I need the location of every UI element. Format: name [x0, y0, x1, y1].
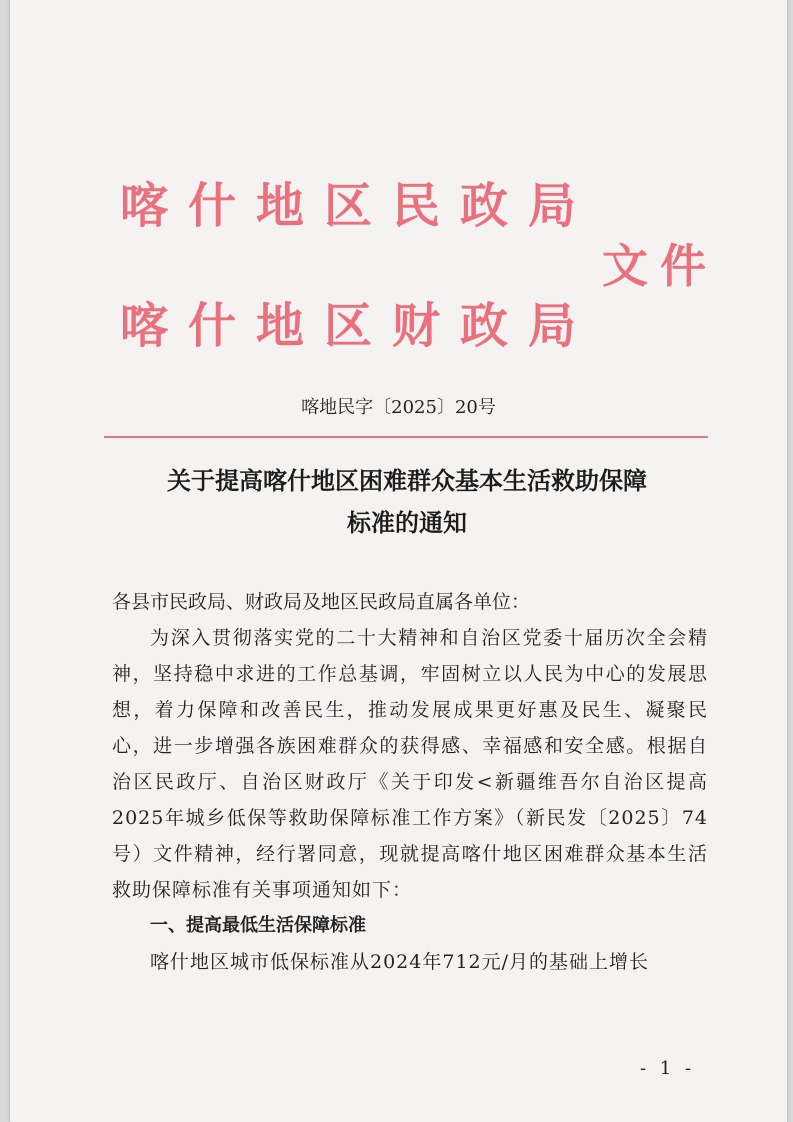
salutation: 各县市民政局、财政局及地区民政局直属各单位：	[112, 591, 531, 613]
title-line-1: 关于提高喀什地区困难群众基本生活救助保障	[167, 466, 647, 495]
document-word: 文件	[602, 239, 718, 293]
section-paragraph: 喀什地区城市低保标准从2024年712元/月的基础上增长	[150, 951, 650, 973]
document-title	[100, 460, 714, 544]
document-number: 喀地民字〔2025〕20号	[301, 397, 496, 418]
section-heading: 一、提高最低生活保障标准	[150, 915, 366, 936]
page-number: - 1 -	[640, 1058, 696, 1079]
header-divider	[104, 436, 708, 438]
issuer-finance: 喀什地区财政局	[120, 298, 597, 354]
document-body	[112, 584, 708, 980]
issuer-civil-affairs: 喀什地区民政局	[120, 178, 597, 234]
document-page	[10, 0, 787, 1122]
body-paragraph: 为深入贯彻落实党的二十大精神和自治区党委十届历次全会精神，坚持稳中求进的工作总基调，牢固树立以人民为中心的发展思想，着力保障和改善民生，推动发展成果更好惠及民生、凝聚民心，进一步增强各族困难群众的获得感、幸福感和安全感。根据自治区民政厅、自治区财政厅《关于印发<新疆维吾尔自治区提高2025年城乡低保等救助保障标准工作方案》（新民发〔2025〕74号）文件精神，经行署同意，现就提高喀什地区困难群众基本生活救助保障标准有关事项通知如下：	[112, 627, 708, 901]
title-line-2: 标准的通知	[347, 508, 467, 537]
